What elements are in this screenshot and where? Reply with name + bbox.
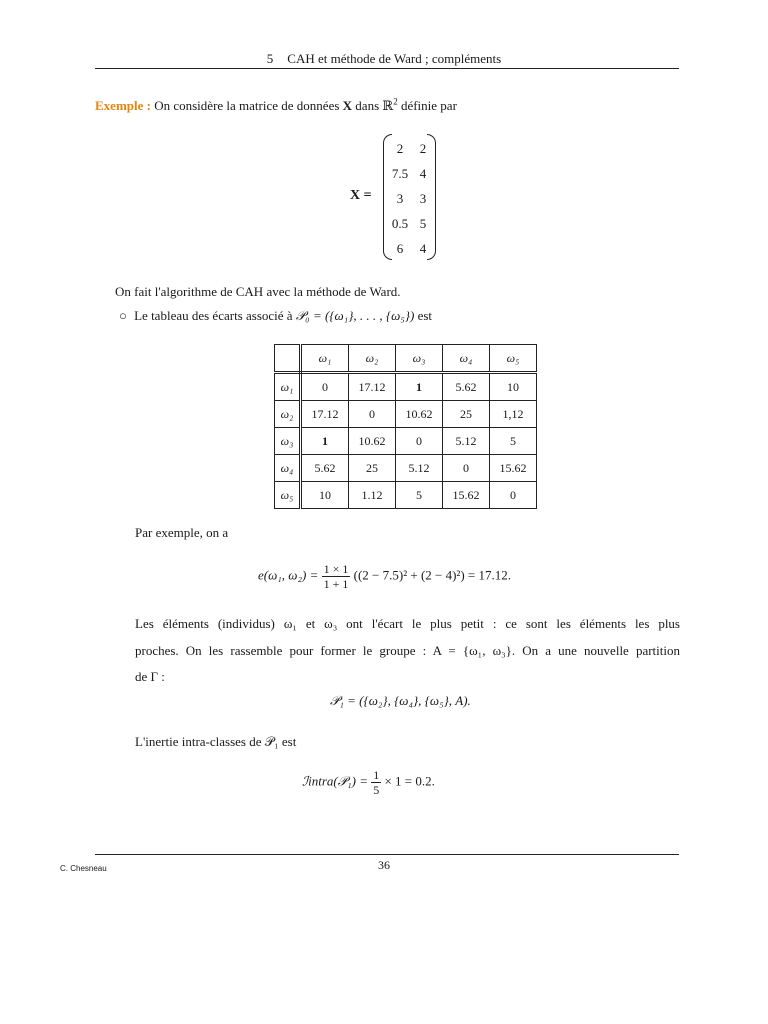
- para-line-1: Les éléments (individus) ω₁ et ω₃ ont l'écart le plus petit : ce sont les éléments les plus: [135, 616, 680, 631]
- table-intro-pre: Le tableau des écarts associé à: [134, 308, 293, 323]
- matrix-cell: 4: [419, 166, 427, 181]
- section-title: CAH et méthode de Ward ; compléments: [287, 51, 502, 66]
- intro-text-post: définie par: [400, 98, 457, 113]
- table-cell: 0: [349, 401, 396, 428]
- bullet-icon: ○: [119, 308, 127, 323]
- table-intro-post: est: [417, 308, 433, 323]
- formula-denominator: 1 + 1: [323, 577, 349, 591]
- table-row: [275, 373, 537, 401]
- formula-numerator: 1 × 1: [323, 562, 349, 576]
- table-cell: 10: [490, 373, 537, 401]
- example-intro: [95, 97, 457, 115]
- formula-lhs: e(ω₁, ω₂) =: [258, 567, 319, 583]
- table-cell: 17.12: [301, 401, 349, 428]
- para-line-3: de Γ :: [135, 669, 165, 684]
- distance-formula: [258, 562, 511, 591]
- matrix-cell: 5: [419, 216, 427, 231]
- table-cell: 25: [443, 401, 490, 428]
- table-cell-min: 1: [301, 428, 349, 455]
- par-exemple: Par exemple, on a: [135, 525, 229, 540]
- table-row: [275, 401, 537, 428]
- table-row: [275, 455, 537, 482]
- table-cell: 5.12: [443, 428, 490, 455]
- table-intro-math: 𝒫₀ = ({ω₁}, . . . , {ω₅}): [295, 308, 415, 323]
- algo-sentence: On fait l'algorithme de CAH avec la méthode de Ward.: [115, 284, 401, 299]
- table-cell: 17.12: [349, 373, 396, 401]
- matrix-cell: 2: [396, 141, 404, 156]
- inertie-fraction: [371, 768, 381, 797]
- footer-author: C. Chesneau: [60, 864, 107, 873]
- col-header: ω₁: [301, 345, 349, 373]
- matrix-cell: 3: [396, 191, 404, 206]
- table-cell: 15.62: [443, 482, 490, 509]
- matrix-cell: 3: [419, 191, 427, 206]
- inertie-rhs: × 1 = 0.2.: [384, 773, 435, 789]
- table-cell: 0: [490, 482, 537, 509]
- table-cell: 10: [301, 482, 349, 509]
- row-header: ω₂: [275, 401, 301, 428]
- table-cell: 0: [443, 455, 490, 482]
- row-header: ω₄: [275, 455, 301, 482]
- table-cell-min: 1: [396, 373, 443, 401]
- table-cell: 1.12: [349, 482, 396, 509]
- matrix-cell: 2: [419, 141, 427, 156]
- para-line-2: proches. On les rassemble pour former le groupe : A = {ω₁, ω₃}. On a une nouvelle partition: [135, 643, 680, 658]
- matrix-cell: 7.5: [391, 166, 409, 181]
- table-cell: 5.12: [396, 455, 443, 482]
- inertie-formula: [302, 768, 435, 797]
- table-row: [275, 428, 537, 455]
- table-cell: 0: [396, 428, 443, 455]
- table-cell: 0: [301, 373, 349, 401]
- table-cell: 5.62: [443, 373, 490, 401]
- table-corner-cell: [275, 345, 301, 373]
- table-cell: 5: [396, 482, 443, 509]
- table-cell: 5: [490, 428, 537, 455]
- intro-text-pre: On considère la matrice de données: [154, 98, 340, 113]
- col-header: ω₂: [349, 345, 396, 373]
- footer-rule: [95, 854, 679, 855]
- table-intro: [119, 307, 432, 325]
- inertie-denominator: 5: [373, 783, 380, 797]
- inertie-lhs: ℐintra(𝒫₁) =: [302, 773, 368, 789]
- table-cell: 15.62: [490, 455, 537, 482]
- formula-fraction: [322, 562, 351, 591]
- formula-rhs: ((2 − 7.5)² + (2 − 4)²) = 17.12.: [353, 567, 511, 583]
- table-row: [275, 482, 537, 509]
- col-header: ω₃: [396, 345, 443, 373]
- distance-table: [274, 344, 537, 509]
- page-number: 36: [378, 858, 390, 872]
- section-number: 5: [266, 51, 274, 66]
- row-header: ω₁: [275, 373, 301, 401]
- partition-formula: 𝒫₁ = ({ω₂}, {ω₄}, {ω₅}, A).: [330, 693, 471, 708]
- table-cell: 25: [349, 455, 396, 482]
- space-symbol: ℝ$^2$: [382, 96, 398, 113]
- inertie-intro: L'inertie intra-classes de 𝒫₁ est: [135, 734, 297, 749]
- matrix-cell: 0.5: [391, 216, 409, 231]
- col-header: ω₅: [490, 345, 537, 373]
- matrix-symbol: X: [342, 98, 353, 113]
- row-header: ω₅: [275, 482, 301, 509]
- table-header-row: [275, 345, 537, 373]
- inertie-numerator: 1: [373, 768, 380, 782]
- example-label: Exemple :: [95, 98, 151, 113]
- table-cell: 10.62: [349, 428, 396, 455]
- row-header: ω₃: [275, 428, 301, 455]
- matrix-cell: 4: [419, 241, 427, 256]
- intro-text-mid: dans: [355, 98, 380, 113]
- matrix-label: X =: [350, 188, 372, 203]
- col-header: ω₄: [443, 345, 490, 373]
- header-rule: [95, 68, 679, 69]
- running-header: [0, 51, 768, 67]
- table-cell: 10.62: [396, 401, 443, 428]
- table-cell: 1,12: [490, 401, 537, 428]
- matrix-cell: 6: [396, 241, 404, 256]
- table-cell: 5.62: [301, 455, 349, 482]
